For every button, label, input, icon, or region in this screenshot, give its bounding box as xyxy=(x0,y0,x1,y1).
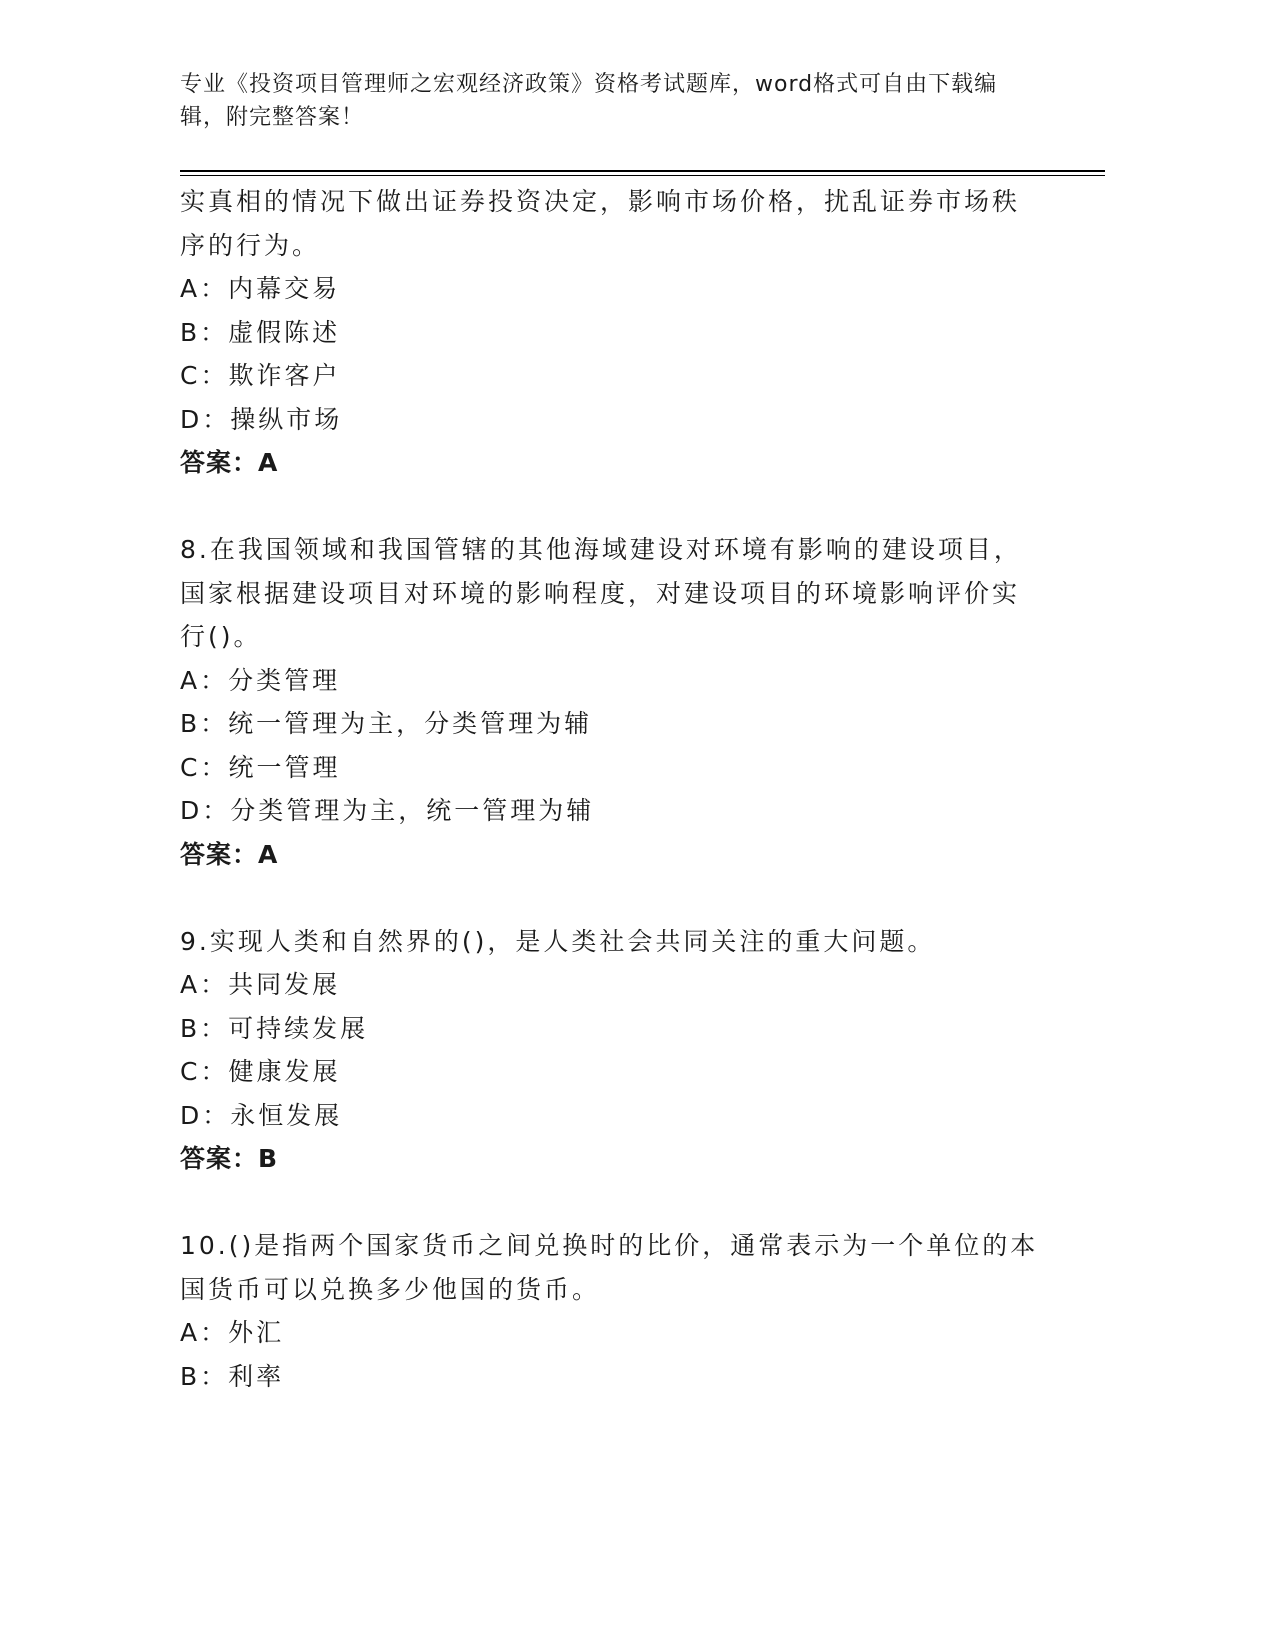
option-d: D：永恒发展 xyxy=(180,1100,343,1130)
question-stem-line: 8.在我国领域和我国管辖的其他海域建设对环境有影响的建设项目， xyxy=(180,535,1022,564)
question-stem-line: 9.实现人类和自然界的()，是人类社会共同关注的重大问题。 xyxy=(180,926,936,956)
question-stem-line: 实真相的情况下做出证券投资决定，影响市场价格，扰乱证券市场秩 xyxy=(180,187,1021,216)
option-c: C：欺诈客户 xyxy=(180,361,341,390)
option-a: A：内幕交易 xyxy=(180,274,341,303)
header-line-2: 辑，附完整答案！ xyxy=(180,105,365,130)
question-stem-line: 序的行为。 xyxy=(180,230,321,260)
spacer xyxy=(180,485,1080,529)
question-8 xyxy=(180,528,1080,876)
header-rule-thick xyxy=(180,170,1105,172)
option-a: A：分类管理 xyxy=(180,665,341,695)
option-b: B：可持续发展 xyxy=(180,1013,369,1043)
question-stem-line: 国家根据建设项目对环境的影响程度，对建设项目的环境影响评价实 xyxy=(180,578,1021,608)
page-header xyxy=(180,68,1030,134)
question-stem-line: 10.()是指两个国家货币之间兑换时的比价，通常表示为一个单位的本 xyxy=(180,1231,1039,1260)
option-d: D：操纵市场 xyxy=(180,404,343,434)
question-7 xyxy=(180,180,1080,485)
option-b: B：统一管理为主，分类管理为辅 xyxy=(180,709,593,738)
question-list xyxy=(180,180,1080,1398)
option-a: A：共同发展 xyxy=(180,970,341,999)
option-b: B：利率 xyxy=(180,1361,285,1391)
question-stem-line: 国货币可以兑换多少他国的货币。 xyxy=(180,1274,601,1304)
header-rule-thin xyxy=(180,175,1105,176)
option-d: D：分类管理为主，统一管理为辅 xyxy=(180,796,595,825)
spacer xyxy=(180,1181,1080,1225)
question-10 xyxy=(180,1224,1080,1398)
answer-line: 答案：A xyxy=(180,839,279,869)
header-line-1: 专业《投资项目管理师之宏观经济政策》资格考试题库，word格式可自由下载编 xyxy=(180,72,998,97)
option-c: C：健康发展 xyxy=(180,1057,341,1086)
question-stem-line: 行()。 xyxy=(180,622,262,651)
answer-line: 答案：A xyxy=(180,448,279,477)
option-a: A：外汇 xyxy=(180,1318,285,1347)
option-c: C：统一管理 xyxy=(180,752,341,782)
answer-line: 答案：B xyxy=(180,1144,279,1173)
spacer xyxy=(180,876,1080,920)
question-9 xyxy=(180,920,1080,1181)
option-b: B：虚假陈述 xyxy=(180,317,341,347)
